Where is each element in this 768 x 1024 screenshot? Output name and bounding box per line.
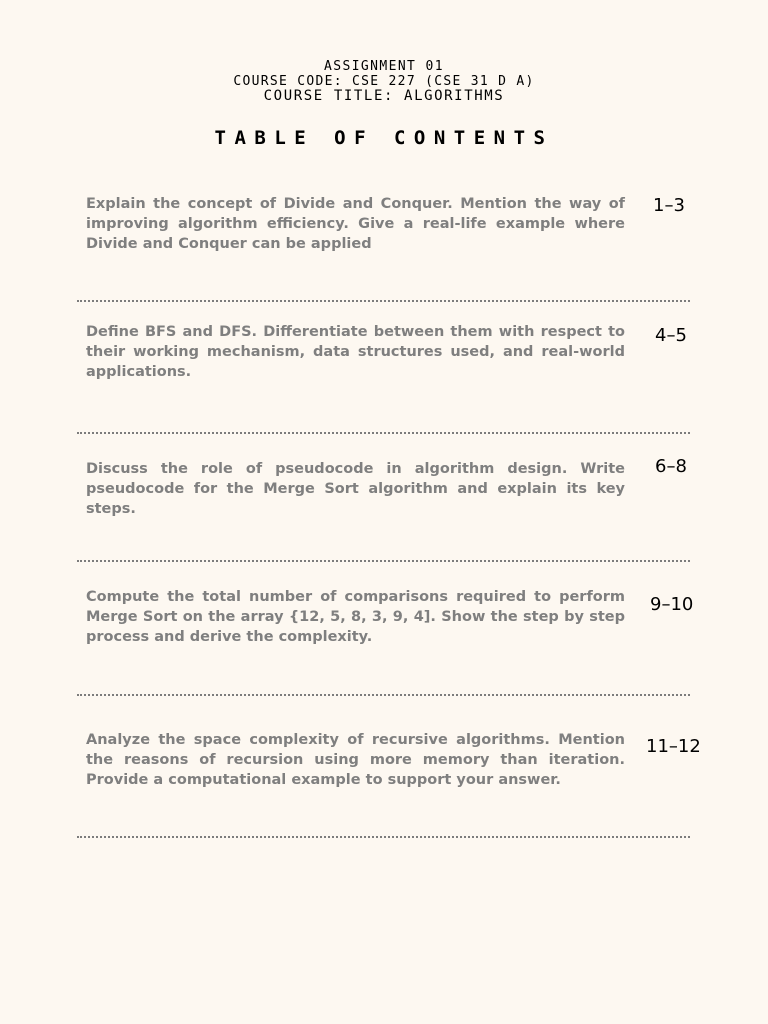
course-title: COURSE TITLE: ALGORITHMS [263,88,505,104]
toc-entry-4-pages: 9–10 [650,594,694,615]
toc-entry-3-text: Discuss the role of pseudocode in algorithm design. Write pseudocode for the Merge Sort algorithm and explain its key steps. [86,461,625,517]
toc-entry-1-text: Explain the concept of Divide and Conquer. Mention the way of improving algorithm efficiency. Give a real-life example where Divide and Conquer can be applied [86,196,625,252]
toc-entry-3-pages: 6–8 [655,456,687,477]
toc-divider-5 [77,836,690,838]
toc-divider-4 [77,694,690,696]
toc-entry-4-text: Compute the total number of comparisons required to perform Merge Sort on the array {12, 5, 8, 3, 9, 4]. Show the step by step process and derive the complexity. [86,589,625,645]
toc-entry-2-text: Define BFS and DFS. Differentiate between them with respect to their working mechanism, data structures used, and real-world applications. [86,324,625,380]
assignment-number: ASSIGNMENT 01 [324,59,444,74]
course-code: COURSE CODE: CSE 227 (CSE 31 D A) [233,74,535,89]
toc-entry-1-pages: 1–3 [653,195,685,216]
toc-divider-2 [77,432,690,434]
toc-divider-1 [77,300,690,302]
document-header [0,59,768,104]
toc-entry-5-text: Analyze the space complexity of recursive algorithms. Mention the reasons of recursion using more memory than iteration. Provide a computational example to support your answer. [86,732,625,788]
toc-entry-2-pages: 4–5 [655,325,687,346]
toc-divider-3 [77,560,690,562]
toc-entry-5-pages: 11–12 [646,736,701,757]
toc-heading: TABLE OF CONTENTS [214,127,554,149]
